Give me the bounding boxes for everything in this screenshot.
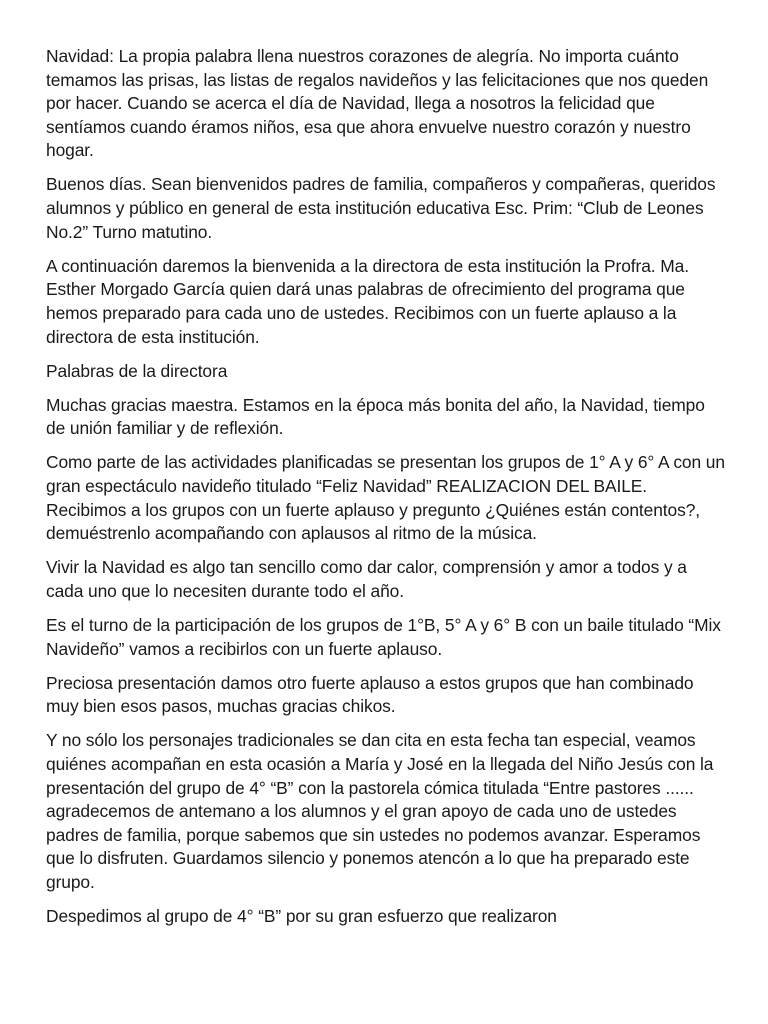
paragraph-intro-navidad: Navidad: La propia palabra llena nuestros corazones de alegría. No importa cuánto temamos las prisas, las listas de regalos navideños y las felicitaciones que nos queden por hacer. Cuando se acerca el día de Navidad, llega a nosotros la felicidad que sentíamos cuando éramos niños, esa que ahora envuelve nuestro corazón y nuestro hogar.: [46, 46, 709, 161]
paragraph-director-words-heading: Palabras de la directora: [46, 360, 228, 381]
paragraph-farewell: Despedimos al grupo de 4° “B” por su gran esfuerzo que realizaron: [46, 906, 557, 926]
paragraph-pastorela: Y no sólo los personajes tradicionales se dan cita en esta fecha tan especial, veamos quiénes acompañan en esta ocasión a María y José en la llegada del Niño Jesús con la presentación del grupo de 4° “B” con la pastorela cómica titulada “Entre pastores ...... agradecemos de antemano a los alumnos y el gran apoyo de cada uno de ustedes padres de familia, porque sabemos que sin ustedes no podemos avanzar. Esperamos que lo disfruten. Guardamos silencio y ponemos atencón a lo que ha preparado este grupo.: [46, 730, 714, 892]
paragraph-thanks: Muchas gracias maestra. Estamos en la época más bonita del año, la Navidad, tiempo de unión familiar y de reflexión.: [46, 394, 705, 439]
paragraph-director-intro: A continuación daremos la bienvenida a la directora de esta institución la Profra. Ma. Esther Morgado García quien dará unas palabras de ofrecimiento del programa que hemos preparado para cada uno de ustedes. Recibimos con un fuerte aplauso a la directora de esta institución.: [46, 255, 689, 347]
paragraph-first-dance: Como parte de las actividades planificadas se presentan los grupos de 1° A y 6° A con un gran espectáculo navideño titulado “Feliz Navidad” REALIZACION DEL BAILE. Recibimos a los grupos con un fuerte aplauso y pregunto ¿Quiénes están contentos?, demuéstrenlo acompañando con aplausos al ritmo de la música.: [46, 452, 725, 544]
paragraph-welcome: Buenos días. Sean bienvenidos padres de familia, compañeros y compañeras, queridos alumnos y público en general de esta institución educativa Esc. Prim: “Club de Leones No.2” Turno matutino.: [46, 174, 716, 242]
paragraph-mix-navideno: Es el turno de la participación de los grupos de 1°B, 5° A y 6° B con un baile titulado “Mix Navideño” vamos a recibirlos con un fuerte aplauso.: [46, 614, 721, 659]
paragraph-applause: Preciosa presentación damos otro fuerte aplauso a estos grupos que han combinado muy bien esos pasos, muchas gracias chikos.: [46, 672, 694, 717]
paragraph-living-christmas: Vivir la Navidad es algo tan sencillo como dar calor, comprensión y amor a todos y a cada uno que lo necesiten durante todo el año.: [46, 557, 687, 601]
document-page: [46, 45, 726, 939]
